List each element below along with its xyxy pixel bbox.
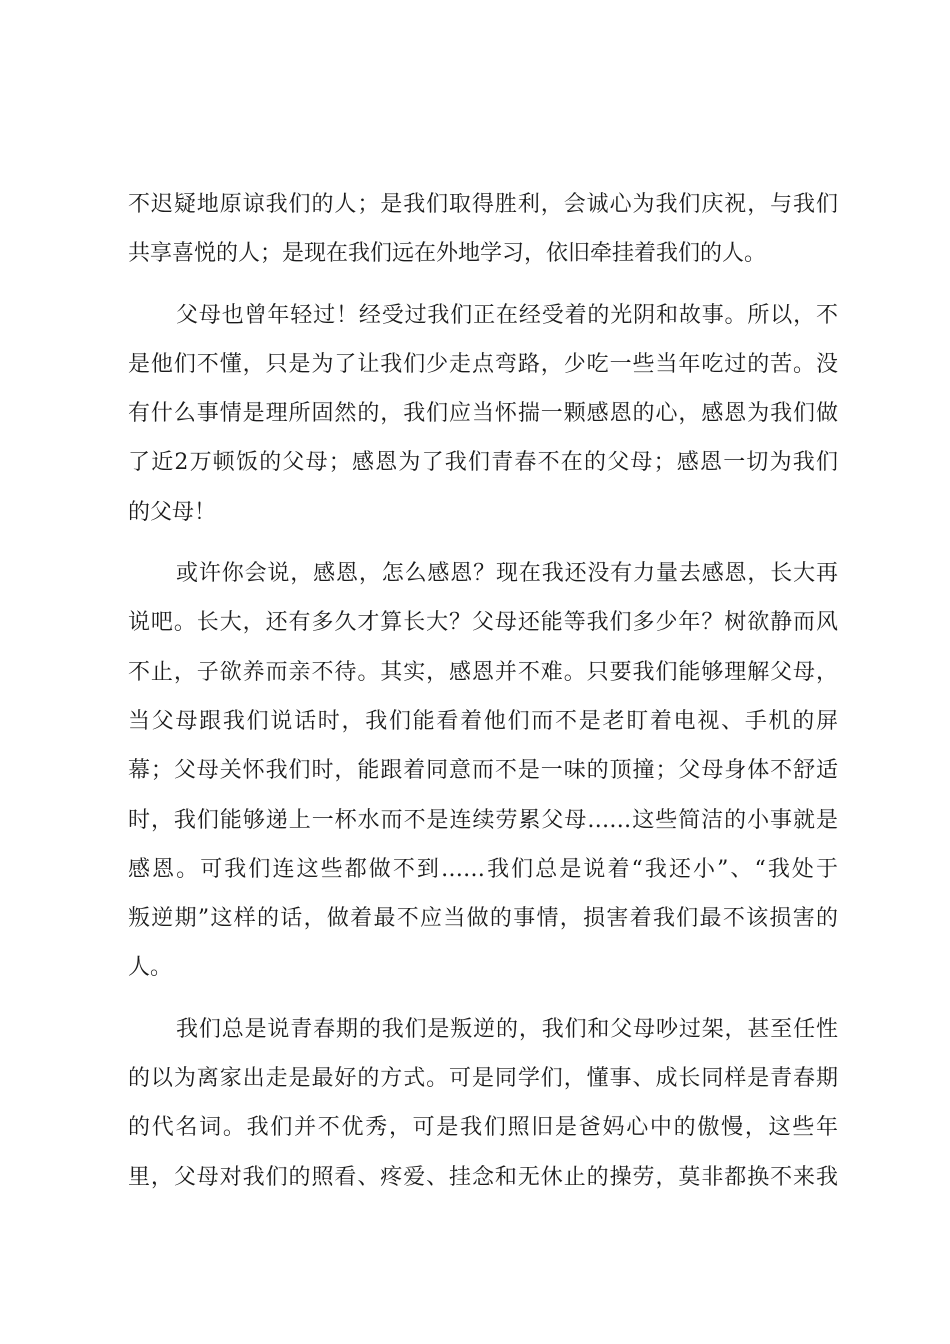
paragraph-3	[128, 549, 838, 993]
text-line: 的代名词。我们并不优秀，可是我们照旧是爸妈心中的傲慢，这些年	[128, 1115, 838, 1141]
body-text	[128, 180, 838, 1202]
paragraph-2	[128, 291, 838, 537]
text-line: 我们总是说青春期的我们是叛逆的，我们和父母吵过架，甚至任性	[176, 1016, 838, 1042]
text-line: 的父母！	[128, 499, 217, 525]
text-line: 不止，子欲养而亲不待。其实，感恩并不难。只要我们能够理解父母，	[128, 659, 838, 685]
text-line: 时，我们能够递上一杯水而不是连续劳累父母……这些简洁的小事就是	[128, 807, 838, 833]
text-line: 幕；父母关怀我们时，能跟着同意而不是一味的顶撞；父母身体不舒适	[128, 758, 838, 784]
text-line: 不迟疑地原谅我们的人；是我们取得胜利，会诚心为我们庆祝，与我们	[128, 192, 838, 217]
text-line: 说吧。长大，还有多久才算长大？父母还能等我们多少年？树欲静而风	[128, 610, 838, 636]
text-line: 是他们不懂，只是为了让我们少走点弯路，少吃一些当年吃过的苦。没	[128, 351, 838, 377]
text-line: 或许你会说，感恩，怎么感恩？现在我还没有力量去感恩，长大再	[176, 561, 838, 587]
text-line: 了近2万顿饭的父母；感恩为了我们青春不在的父母；感恩一切为我们	[128, 450, 838, 476]
text-line: 里，父母对我们的照看、疼爱、挂念和无休止的操劳，莫非都换不来我	[128, 1164, 838, 1190]
paragraph-1	[128, 180, 838, 279]
text-line: 人。	[128, 955, 173, 981]
text-line: 有什么事情是理所固然的，我们应当怀揣一颗感恩的心，感恩为我们做	[128, 401, 838, 427]
text-line: 感恩。可我们连这些都做不到……我们总是说着“我还小”、“我处于	[128, 856, 838, 882]
text-line: 叛逆期”这样的话，做着最不应当做的事情，损害着我们最不该损害的	[128, 906, 838, 932]
text-line: 共享喜悦的人；是现在我们远在外地学习，依旧牵挂着我们的人。	[128, 241, 767, 267]
paragraph-4	[128, 1005, 838, 1202]
text-line: 父母也曾年轻过！经受过我们正在经受着的光阴和故事。所以，不	[176, 302, 838, 328]
text-line: 的以为离家出走是最好的方式。可是同学们，懂事、成长同样是青春期	[128, 1066, 838, 1092]
text-line: 当父母跟我们说话时，我们能看着他们而不是老盯着电视、手机的屏	[128, 708, 838, 734]
